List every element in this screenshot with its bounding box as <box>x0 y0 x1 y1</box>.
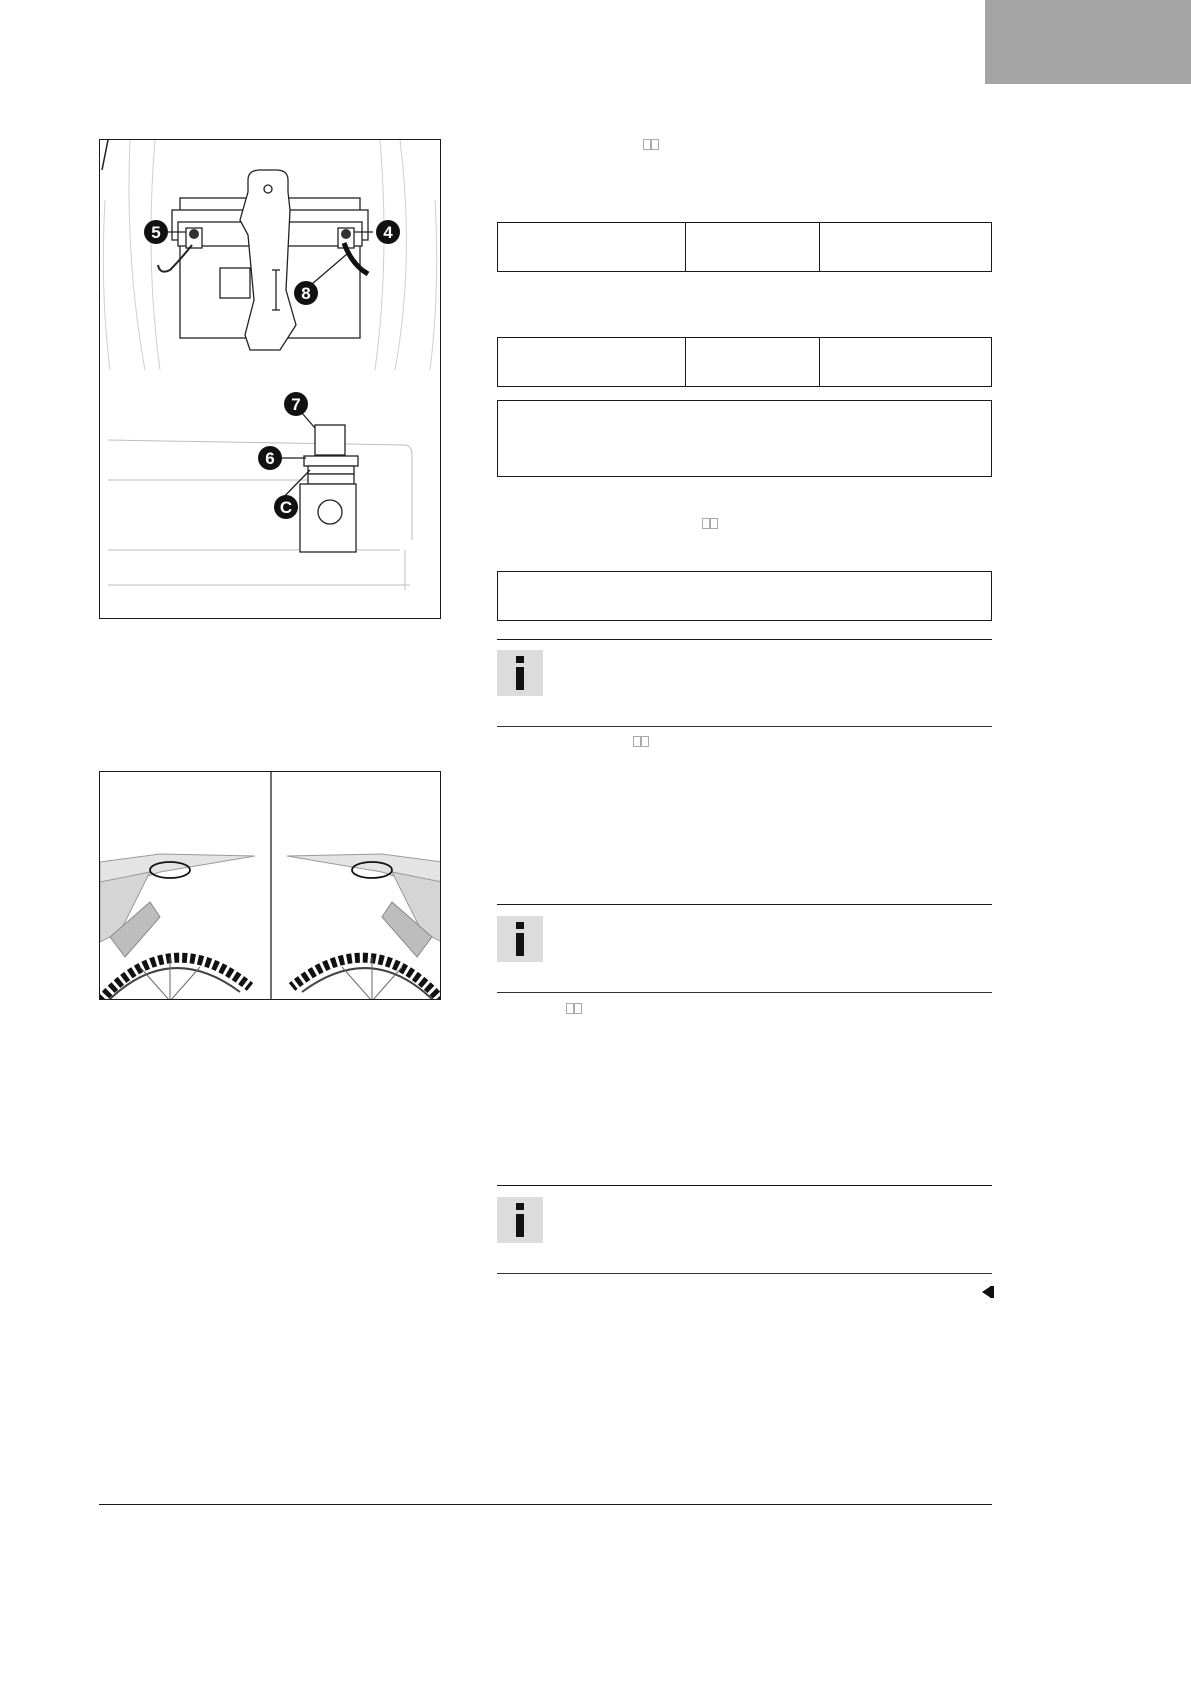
battery-terminal-figure <box>99 139 441 619</box>
callout-label: 7 <box>291 395 301 414</box>
spec-cell <box>498 223 686 272</box>
book-reference-icon <box>566 1003 582 1015</box>
info-rule-bottom <box>497 1273 992 1274</box>
info-rule-top <box>497 904 992 905</box>
footer-rule <box>99 1504 992 1505</box>
note-box <box>497 400 992 477</box>
spec-cell <box>820 223 992 272</box>
callout-8 <box>294 281 318 305</box>
callout-label: 6 <box>265 449 275 468</box>
book-reference-icon <box>633 736 649 748</box>
callout-label: 5 <box>151 223 161 242</box>
info-icon <box>497 1197 543 1243</box>
info-rule-top <box>497 1185 992 1186</box>
callout-label: 8 <box>301 284 311 303</box>
rear-view-figure <box>99 771 441 1000</box>
info-icon <box>497 650 543 696</box>
spec-cell <box>498 338 686 387</box>
spec-table-2 <box>497 337 992 387</box>
spec-box <box>497 571 992 621</box>
info-icon <box>497 916 543 962</box>
end-of-procedure-block <box>990 1286 994 1298</box>
spec-cell <box>686 338 820 387</box>
callout-7 <box>284 392 308 416</box>
callout-6 <box>258 446 282 470</box>
book-reference-icon <box>643 139 659 151</box>
spec-cell <box>686 223 820 272</box>
battery-terminal-drawing <box>100 140 441 619</box>
book-reference-icon <box>702 518 718 530</box>
info-rule-bottom <box>497 992 992 993</box>
spec-cell <box>820 338 992 387</box>
rear-view-right <box>287 854 441 1000</box>
spec-table-1 <box>497 222 992 272</box>
callout-label: C <box>279 498 293 517</box>
callout-5 <box>144 220 168 244</box>
callout-c <box>274 495 298 519</box>
callout-label: 4 <box>383 223 393 242</box>
chapter-tab-marker <box>985 0 1191 84</box>
info-rule-top <box>497 639 992 640</box>
rear-view-drawing <box>100 772 441 1000</box>
rear-view-left <box>100 854 255 1000</box>
info-rule-bottom <box>497 726 992 727</box>
callout-4 <box>376 220 400 244</box>
